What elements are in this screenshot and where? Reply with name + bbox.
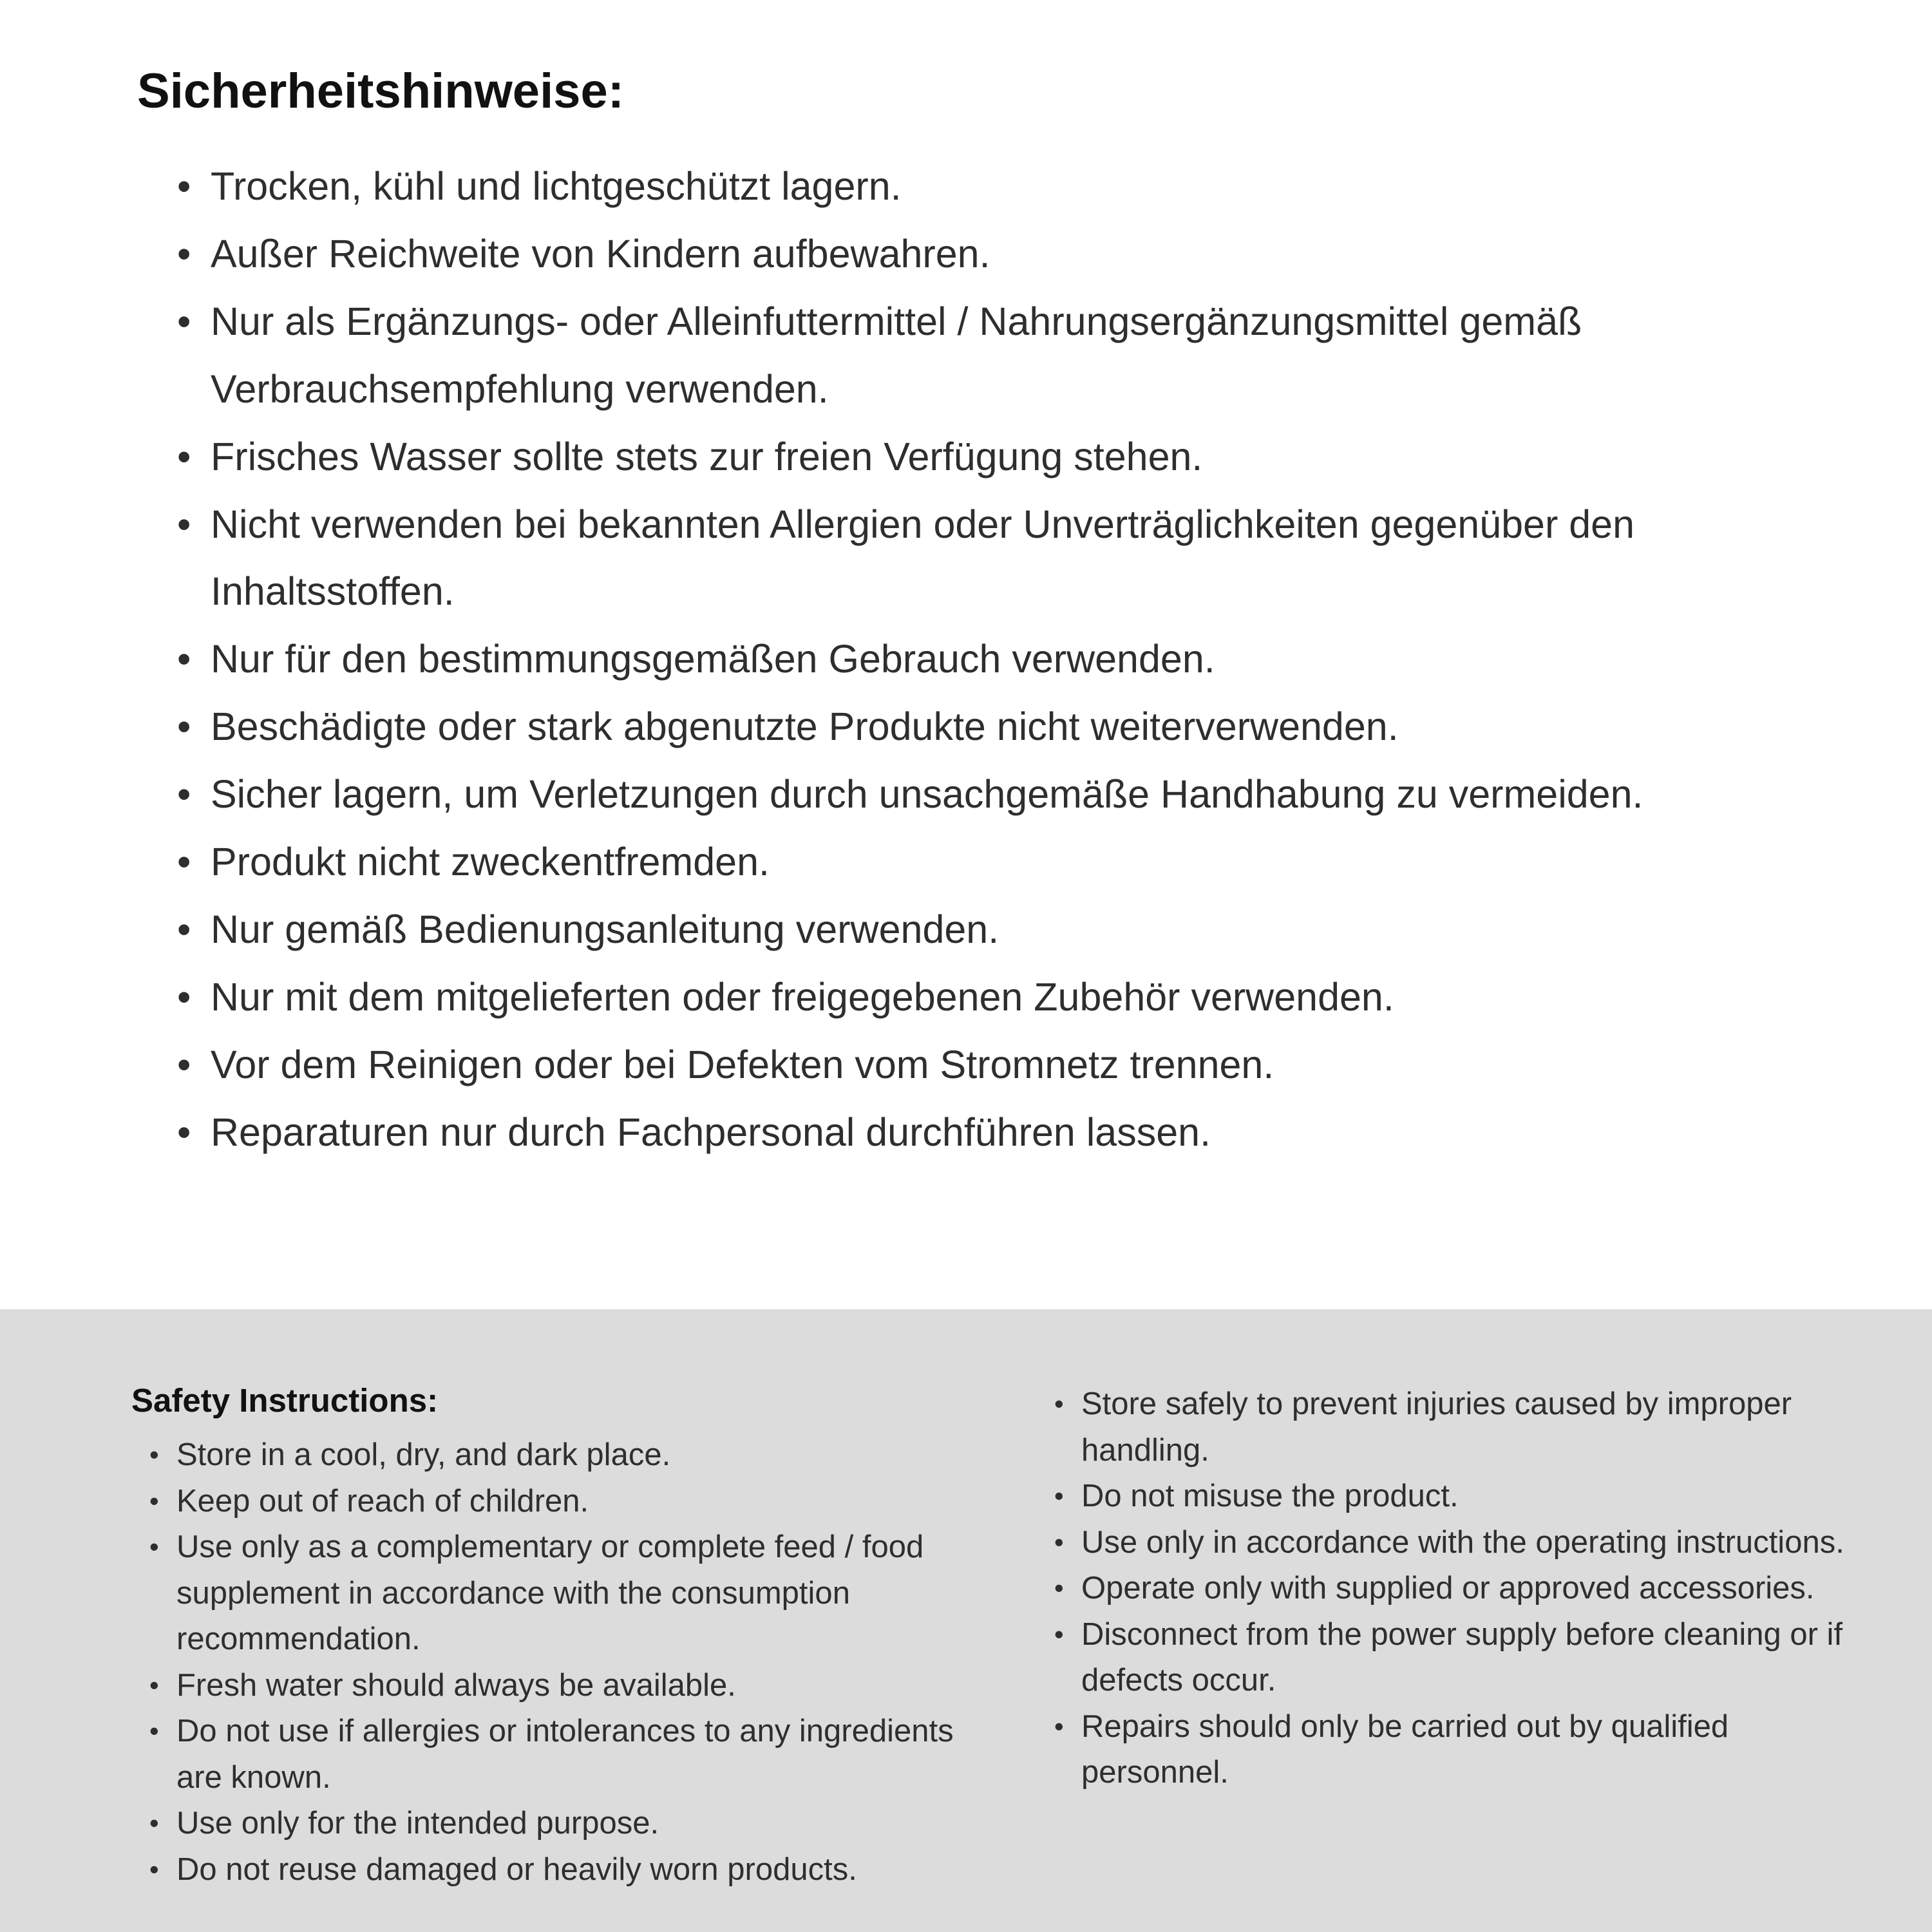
- list-item: • Außer Reichweite von Kindern aufbewahren.: [173, 220, 1822, 288]
- list-item: • Fresh water should always be available.: [148, 1663, 969, 1709]
- list-item: • Trocken, kühl und lichtgeschützt lagern.: [173, 153, 1822, 220]
- list-item: • Vor dem Reinigen oder bei Defekten vom Stromnetz trennen.: [173, 1031, 1822, 1099]
- list-item: • Do not reuse damaged or heavily worn products.: [148, 1847, 969, 1893]
- german-safety-list: [173, 153, 1822, 1166]
- list-item: • Nur gemäß Bedienungsanleitung verwenden.: [173, 896, 1822, 963]
- list-item: • Frisches Wasser sollte stets zur freien Verfügung stehen.: [173, 423, 1822, 491]
- list-item: • Do not use if allergies or intolerances to any ingredients are known.: [148, 1709, 969, 1801]
- list-item: • Store in a cool, dry, and dark place.: [148, 1432, 969, 1479]
- english-left-column: [131, 1381, 969, 1893]
- list-item: • Reparaturen nur durch Fachpersonal durchführen lassen.: [173, 1099, 1822, 1166]
- list-item: • Keep out of reach of children.: [148, 1479, 969, 1525]
- list-item: • Nur als Ergänzungs- oder Alleinfuttermittel / Nahrungsergänzungsmittel gemäß Verbrauchsempfehlung verwenden.: [173, 288, 1822, 423]
- english-safety-section: [0, 1309, 1932, 1932]
- list-item: • Repairs should only be carried out by qualified personnel.: [1053, 1704, 1867, 1796]
- list-item: • Beschädigte oder stark abgenutzte Produkte nicht weiterverwenden.: [173, 693, 1822, 761]
- english-section-title: Safety Instructions:: [131, 1382, 439, 1419]
- list-item: • Operate only with supplied or approved accessories.: [1053, 1566, 1867, 1612]
- list-item: • Nur für den bestimmungsgemäßen Gebrauch verwenden.: [173, 625, 1822, 693]
- english-safety-list-right: [1053, 1381, 1867, 1796]
- list-item: • Use only as a complementary or complete feed / food supplement in accordance with the consumption recommendation.: [148, 1524, 969, 1663]
- list-item: • Use only in accordance with the operating instructions.: [1053, 1520, 1867, 1566]
- english-right-column: [1036, 1381, 1867, 1796]
- german-section-title: Sicherheitshinweise:: [137, 64, 625, 118]
- list-item: • Produkt nicht zweckentfremden.: [173, 828, 1822, 896]
- list-item: • Store safely to prevent injuries caused by improper handling.: [1053, 1381, 1867, 1473]
- list-item: • Do not misuse the product.: [1053, 1473, 1867, 1520]
- list-item: • Use only for the intended purpose.: [148, 1801, 969, 1847]
- list-item: • Nur mit dem mitgelieferten oder freigegebenen Zubehör verwenden.: [173, 963, 1822, 1031]
- english-safety-list-left: [148, 1432, 969, 1893]
- list-item: • Sicher lagern, um Verletzungen durch unsachgemäße Handhabung zu vermeiden.: [173, 761, 1822, 828]
- list-item: • Nicht verwenden bei bekannten Allergien oder Unverträglichkeiten gegenüber den Inhaltsstoffen.: [173, 491, 1822, 626]
- list-item: • Disconnect from the power supply before cleaning or if defects occur.: [1053, 1612, 1867, 1704]
